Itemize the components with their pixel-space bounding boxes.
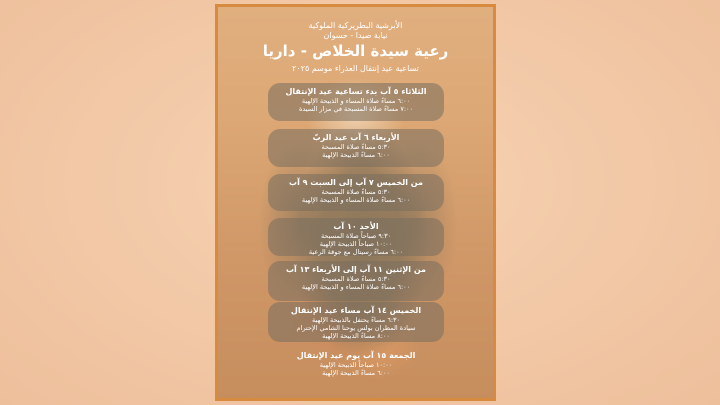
schedule-line: ٦:٠٠ مساءً صلاة المساء و الذبيحة الإلهية <box>301 97 411 105</box>
schedule-day: الأحد ١٠ آب <box>333 222 379 231</box>
schedule-day: من الإثنين ١١ آب إلى الأربعاء ١٣ آب <box>286 265 426 274</box>
schedule-line: ٨:٠٠ مساءً الذبيحة الإلهية <box>322 332 390 340</box>
schedule-line: ٩:٣٠ صباحاً صلاة المسبحة <box>320 232 392 240</box>
schedule-day: الثلاثاء ٥ آب بدء تساعية عيد الإنتقال <box>285 87 427 96</box>
eparchy-name: الأبرشية البطريركية الملوكية <box>308 21 403 30</box>
schedule-line: ٦:٠٠ مساءً الذبيحة الإلهية <box>322 151 390 159</box>
schedule-day: الأربعاء ٦ آب عيد الربّ <box>312 133 400 142</box>
schedule-day: الخميس ١٤ آب مساء عيد الإنتقال <box>290 306 422 315</box>
schedule-poster <box>215 4 496 401</box>
schedule-line: ٦:٠٠ مساءً الذبيحة الإلهية <box>322 369 390 377</box>
schedule-line: سيادة المطران بولس يوحنا الشامي الإحترام <box>296 324 416 332</box>
schedule-card <box>268 302 444 342</box>
schedule-line: ٦:٠٠ مساءً صلاة المساء و الذبيحة الإلهية <box>301 283 411 291</box>
novena-subtitle: تساعية عيد إنتقال العذراء موسم ٢٠٢٥ <box>292 64 419 73</box>
vicariate-name: نيابة صيدا - حسوان <box>323 31 388 40</box>
schedule-line: ١٠:٠٠ صباحاً الذبيحة الإلهية <box>319 240 393 248</box>
poster-content <box>218 7 493 398</box>
schedule-card <box>268 174 444 211</box>
schedule-day: الجمعة ١٥ آب يوم عيد الإنتقال <box>296 351 416 360</box>
schedule-line: ٧:٠٠ مساءً صلاة المسبحة في مزار السيدة <box>298 105 414 113</box>
schedule-card <box>268 83 444 121</box>
schedule-line: ٦:٠٠ مساءً رسيتال مع جوقة الرعية <box>308 248 404 256</box>
schedule-line: ٥:٣٠ مساءً صلاة المسبحة <box>321 188 391 196</box>
schedule-line: ٦:٠٠ مساءً صلاة المساء و الذبيحة الإلهية <box>301 196 411 204</box>
schedule-card <box>268 129 444 167</box>
parish-title: رعية سيدة الخلاص - داريا <box>262 42 449 60</box>
schedule-line: ٥:٣٠ مساءً صلاة المسبحة <box>321 143 391 151</box>
schedule-line: ٦:٣٠ مساءً يحتفل بالذبيحة الإلهية <box>312 316 400 324</box>
schedule-card <box>268 218 444 256</box>
schedule-card <box>268 347 444 385</box>
schedule-day: من الخميس ٧ آب إلى السبت ٩ آب <box>289 178 423 187</box>
schedule-line: ٥:٣٠ مساءً صلاة المسبحة <box>321 275 391 283</box>
schedule-card <box>268 261 444 301</box>
schedule-line: ١٠:٠٠ صباحاً الذبيحة الإلهية <box>319 361 393 369</box>
